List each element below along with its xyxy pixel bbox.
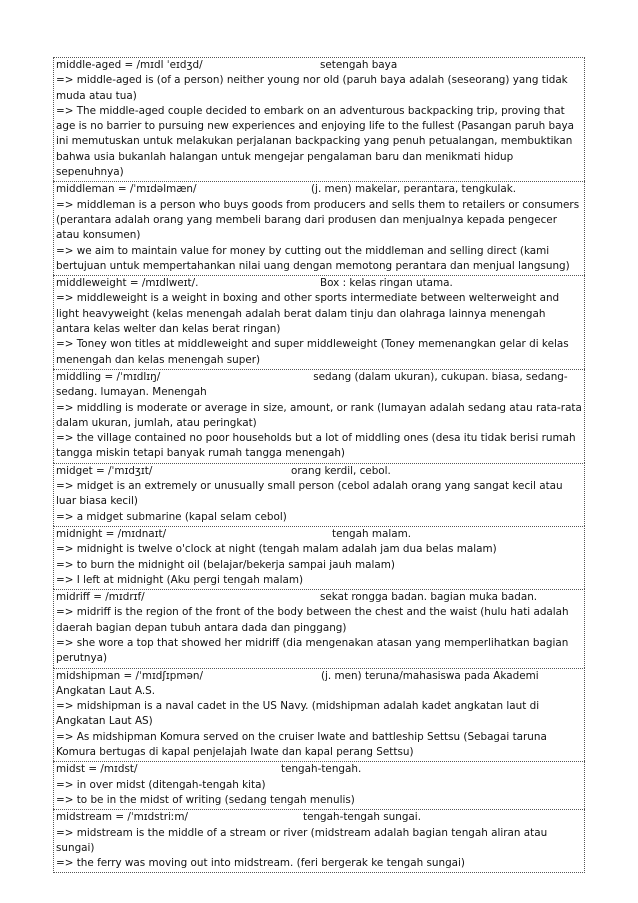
- entry-head: [56, 669, 582, 700]
- entry-head: [56, 370, 582, 401]
- definition-line: => midget is an extremely or unusually small person (cebol adalah orang yang sangat kecil atau luar biasa kecil): [56, 480, 563, 508]
- meaning: orang kerdil, cebol.: [291, 464, 391, 477]
- definition-line: => middleman is a person who buys goods from producers and sells them to retailers or consumers (perantara adalah orang yang membeli barang dari produsen dan menjualnya kepada pengecer atau konsumen): [56, 198, 580, 242]
- definition-line: => midstream is the middle of a stream or river (midstream adalah bagian tengah aliran atau sungai): [56, 826, 548, 854]
- definition-line: => middling is moderate or average in size, amount, or rank (lumayan adalah sedang atau rata-rata dalam ukuran, jumlah, atau peringkat): [56, 401, 582, 429]
- entry-midriff: [53, 589, 585, 667]
- meaning: setengah baya: [320, 59, 398, 71]
- entry-head: [56, 58, 582, 73]
- headword: midstream = /ˈmɪdstriːm/: [56, 811, 189, 824]
- headword: middling = /ˈmɪdlɪŋ/: [56, 370, 161, 383]
- example-line: => in over midst (ditengah-tengah kita): [56, 778, 266, 791]
- example-line: => As midshipman Komura served on the cruiser Iwate and battleship Settsu (Sebagai taruna Komura bertugas di kapal penjelajah Iwate dan kapal perang Settsu): [56, 730, 547, 759]
- example-line: => I left at midnight (Aku pergi tengah malam): [56, 573, 304, 586]
- definition-line: => middle-aged is (of a person) neither young nor old (paruh baya adalah (seseorang) yang tidak muda atau tua): [56, 74, 568, 102]
- entry-middleman: [53, 181, 585, 275]
- entry-head: [56, 810, 582, 825]
- example-line: => she wore a top that showed her midriff (dia mengenakan atasan yang memperlihatkan bagian perutnya): [56, 636, 569, 665]
- entry-middleweight: [53, 275, 585, 369]
- entry-head: [56, 276, 582, 291]
- headword: midnight = /mɪdnaɪt/: [56, 527, 167, 540]
- headword: middleman = /ˈmɪdəlmæn/: [56, 183, 197, 196]
- example-line: => we aim to maintain value for money by cutting out the middleman and selling direct (kami bertujuan untuk mempertahankan nilai uang dengan memotong perantara dan menjual langsung): [56, 244, 570, 272]
- entry-midstream: [53, 809, 585, 873]
- entry-midshipman: [53, 668, 585, 762]
- example-line: => Toney won titles at middleweight and super middleweight (Toney memenangkan gelar di kelas menengah dan kelas menengah super): [56, 338, 569, 366]
- meaning: tengah-tengah.: [281, 763, 362, 776]
- meaning: sekat rongga badan. bagian muka badan.: [320, 591, 538, 604]
- example-line: => the ferry was moving out into midstream. (feri bergerak ke tengah sungai): [56, 857, 465, 870]
- definition-line: => midnight is twelve o'clock at night (tengah malam adalah jam dua belas malam): [56, 543, 497, 556]
- headword: midshipman = /ˈmɪdʃɪpmən/: [56, 669, 203, 682]
- meaning: sedang (dalam ukuran), cukupan. biasa, sedang-sedang. lumayan. Menengah: [56, 370, 568, 399]
- meaning: (j. men) makelar, perantara, tengkulak.: [311, 183, 517, 196]
- definition-line: => middleweight is a weight in boxing and other sports intermediate between welterweight and light heavyweight (kelas menengah adalah berat dalam tinju dan olahraga lainnya menengah antara kelas welter dan kelas berat ringan): [56, 292, 560, 336]
- example-line: => a midget submarine (kapal selam cebol): [56, 510, 287, 523]
- headword: midriff = /mɪdrɪf/: [56, 591, 145, 604]
- headword: midget = /ˈmɪdʒɪt/: [56, 464, 153, 477]
- headword: middleweight = /mɪdlweɪt/.: [56, 277, 199, 290]
- entry-midget: [53, 463, 585, 526]
- entry-middle-aged: [53, 57, 585, 181]
- example-line: => to be in the midst of writing (sedang tengah menulis): [56, 793, 355, 806]
- example-line: => the village contained no poor households but a lot of middling ones (desa itu tidak berisi rumah tangga miskin tetapi banyak rumah tangga menengah): [56, 432, 576, 460]
- meaning: tengah malam.: [332, 527, 412, 540]
- definition-line: => midshipman is a naval cadet in the US Navy. (midshipman adalah kadet angkatan laut di Angkatan Laut AS): [56, 700, 540, 728]
- example-line: => to burn the midnight oil (belajar/bekerja sampai jauh malam): [56, 558, 395, 571]
- entry-midnight: [53, 526, 585, 589]
- entry-head: [56, 182, 582, 197]
- headword: middle-aged = /mɪdl ˈeɪdʒd/: [56, 59, 203, 71]
- definition-line: => midriff is the region of the front of the body between the chest and the waist (hulu hati adalah daerah bagian depan tubuh antara dada dan pinggang): [56, 606, 569, 634]
- entry-head: [56, 590, 582, 605]
- entry-middling: [53, 369, 585, 463]
- meaning: (j. men) teruna/mahasiswa pada Akademi Angkatan Laut A.S.: [56, 669, 539, 697]
- meaning: tengah-tengah sungai.: [303, 811, 421, 824]
- dictionary-page: [53, 57, 585, 873]
- example-line: => The middle-aged couple decided to embark on an adventurous backpacking trip, proving that age is no barrier to pursuing new experiences and enjoying life to the fullest (Pasangan paruh baya ini memutuskan untuk melakukan perjalanan backpacking yang penuh petualangan, membuktikan bahwa usia bukanlah halangan untuk mengejar pengalaman baru dan menikmati hidup sepenuhnya): [56, 104, 574, 179]
- entry-midst: [53, 761, 585, 809]
- headword: midst = /mɪdst/: [56, 763, 138, 776]
- meaning: Box : kelas ringan utama.: [320, 277, 453, 290]
- entry-head: [56, 464, 582, 479]
- entry-head: [56, 762, 582, 777]
- entry-head: [56, 527, 582, 542]
